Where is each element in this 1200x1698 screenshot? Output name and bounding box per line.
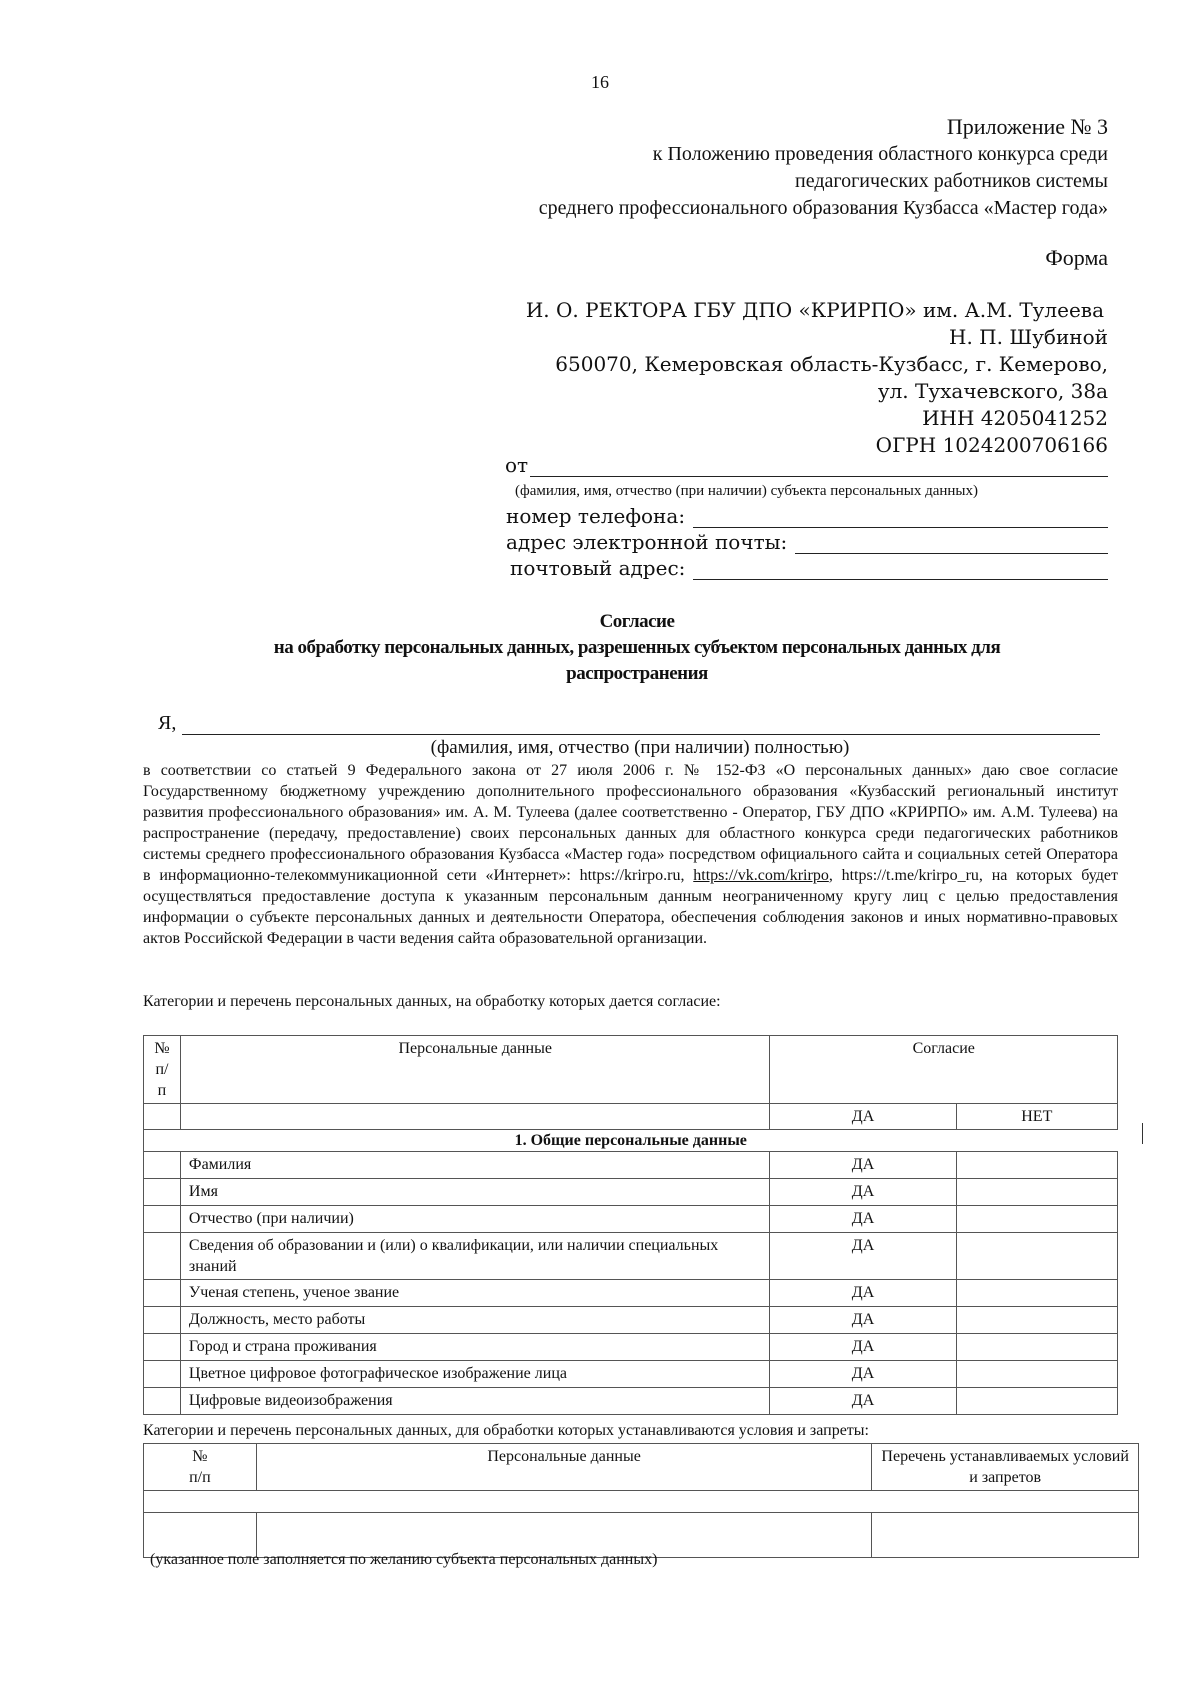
email-field[interactable]	[795, 531, 1108, 554]
row-num	[144, 1152, 181, 1179]
row-num	[144, 1361, 181, 1388]
spacer-cell	[144, 1491, 1139, 1513]
row-data: Отчество (при наличии)	[180, 1206, 770, 1233]
row-data: Должность, место работы	[180, 1307, 770, 1334]
declarant-label: Я,	[158, 712, 177, 734]
postal-address-label: почтовый адрес:	[510, 556, 686, 580]
row-data: Имя	[180, 1179, 770, 1206]
row-num	[144, 1334, 181, 1361]
vk-link[interactable]: https://vk.com/krirpo	[693, 867, 829, 884]
header-num: № п/ п	[144, 1036, 181, 1104]
row-no[interactable]	[956, 1307, 1117, 1334]
addressee-line: И. О. РЕКТОРА ГБУ ДПО «КРИРПО» им. А.М. Тулеева	[525, 298, 1104, 322]
table1-caption: Категории и перечень персональных данных, на обработку которых дается согласие:	[143, 993, 721, 1010]
declarant-name-field[interactable]	[182, 714, 1100, 735]
addressee-line: 650070, Кемеровская область-Кузбасс, г. Кемерово,	[555, 352, 1108, 376]
document-title	[0, 609, 1200, 687]
row-yes[interactable]: ДА	[770, 1179, 956, 1206]
row-data: Фамилия	[180, 1152, 770, 1179]
from-label: от	[505, 453, 529, 477]
header-personal-data: Персональные данные	[180, 1036, 770, 1104]
table-spacer-row	[144, 1491, 1139, 1513]
declarant-row	[158, 712, 1100, 735]
subheader-empty	[180, 1104, 770, 1130]
title-line: на обработку персональных данных, разрешенных субъектом персональных данных для	[273, 637, 1001, 658]
row-yes[interactable]: ДА	[770, 1361, 956, 1388]
email-label: адрес электронной почты:	[506, 530, 788, 554]
table-row	[144, 1280, 1118, 1307]
sender-name-row	[505, 453, 1108, 477]
row-no[interactable]	[956, 1179, 1117, 1206]
table2-caption: Категории и перечень персональных данных, для обработки которых устанавливаются условия и запреты:	[143, 1422, 869, 1439]
row-yes[interactable]: ДА	[770, 1152, 956, 1179]
row-yes[interactable]: ДА	[770, 1280, 956, 1307]
header-consent: Согласие	[770, 1036, 1118, 1104]
title-line: распространения	[566, 663, 708, 684]
row-data: Цифровые видеоизображения	[180, 1388, 770, 1415]
phone-label: номер телефона:	[506, 504, 686, 528]
table-row	[144, 1361, 1118, 1388]
declarant-caption: (фамилия, имя, отчество (при наличии) полностью)	[430, 737, 850, 758]
table-subheader-row	[144, 1104, 1118, 1130]
table-header-row	[144, 1444, 1139, 1491]
consent-table	[143, 1035, 1118, 1415]
table-row	[144, 1233, 1118, 1280]
row-num	[144, 1307, 181, 1334]
optional-field-note: (указанное поле заполняется по желанию субъекта персональных данных)	[150, 1551, 658, 1568]
subheader-empty	[144, 1104, 181, 1130]
table-row	[144, 1179, 1118, 1206]
row-no[interactable]	[956, 1388, 1117, 1415]
row-yes[interactable]: ДА	[770, 1388, 956, 1415]
sender-name-field[interactable]	[530, 454, 1108, 477]
addressee-line: ИНН 4205041252	[922, 406, 1108, 430]
addressee-line: ОГРН 1024200706166	[875, 433, 1108, 457]
header-no: НЕТ	[956, 1104, 1117, 1130]
body-text-part: в соответствии со статьей 9 Федерального закона от 27 июля 2006 г. № 152-ФЗ «О персональных данных» даю свое согласие Государственному бюджетному учреждению дополнительного профессионального образования «Кузбасский региональный институт развития профессионального образования» им. А. М. Тулеева (далее соответственно - Оператор, ГБУ ДПО «КРИРПО» им. А.М. Тулеева) на распространение (передачу, предоставление) своих персональных данных для областного конкурса среди педагогических работников системы среднего профессионального образования Кузбасса «Мастер года» посредством официального сайта и социальных сетей Оператора в информационно-телекоммуникационной сети «Интернет»: https://krirpo.ru,	[143, 762, 1118, 884]
row-data: Сведения об образовании и (или) о квалификации, или наличии специальных знаний	[180, 1233, 770, 1280]
section-title: 1. Общие персональные данные	[144, 1130, 1118, 1152]
row-data: Цветное цифровое фотографическое изображение лица	[180, 1361, 770, 1388]
row-no[interactable]	[956, 1152, 1117, 1179]
row-num	[144, 1179, 181, 1206]
form-label: Форма	[1045, 245, 1108, 270]
appendix-line: к Положению проведения областного конкурса среди	[652, 143, 1108, 165]
row-no[interactable]	[956, 1361, 1117, 1388]
row-data: Город и страна проживания	[180, 1334, 770, 1361]
addressee-line: Н. П. Шубиной	[949, 325, 1108, 349]
header-personal-data: Персональные данные	[256, 1444, 872, 1491]
phone-field[interactable]	[693, 505, 1108, 528]
row-num	[144, 1388, 181, 1415]
row-no[interactable]	[956, 1280, 1117, 1307]
row-yes[interactable]: ДА	[770, 1206, 956, 1233]
postal-address-row	[510, 556, 1108, 580]
row-yes[interactable]: ДА	[770, 1307, 956, 1334]
appendix-reference	[539, 141, 1108, 222]
table-row	[144, 1152, 1118, 1179]
row-num	[144, 1206, 181, 1233]
conditions-table	[143, 1443, 1139, 1558]
header-conditions: Перечень устанавливаемых условий и запретов	[872, 1444, 1139, 1491]
title-line: Согласие	[599, 611, 675, 632]
appendix-line: педагогических работников системы	[795, 170, 1108, 192]
table-row	[144, 1334, 1118, 1361]
header-num: № п/п	[144, 1444, 257, 1491]
body-text-part: , https://t.me/krirpo_ru, на которых будет осуществляться предоставление доступа к указанным персональным данным неограниченному кругу лиц с целью предоставления информации о субъекте персональных данных и деятельности Оператора, обеспечения соблюдения законов и иных нормативно-правовых актов Российской Федерации в части ведения сайта образовательной организации.	[143, 867, 1118, 947]
addressee-line: ул. Тухачевского, 38а	[877, 379, 1108, 403]
table-header-row	[144, 1036, 1118, 1104]
row-no[interactable]	[956, 1233, 1117, 1280]
page-number: 16	[591, 72, 609, 92]
row-num	[144, 1233, 181, 1280]
postal-address-field[interactable]	[693, 557, 1108, 580]
consent-body-text	[143, 760, 1118, 949]
row-num	[144, 1280, 181, 1307]
row-yes[interactable]: ДА	[770, 1233, 956, 1280]
table-border-artifact	[1142, 1123, 1143, 1144]
row-yes[interactable]: ДА	[770, 1334, 956, 1361]
header-yes: ДА	[770, 1104, 956, 1130]
addressee-block	[526, 297, 1108, 459]
appendix-line: среднего профессионального образования Кузбасса «Мастер года»	[538, 197, 1108, 219]
table-row	[144, 1388, 1118, 1415]
row-conditions[interactable]	[872, 1513, 1139, 1558]
row-data: Ученая степень, ученое звание	[180, 1280, 770, 1307]
email-row	[506, 530, 1108, 554]
section-row	[144, 1130, 1118, 1152]
table-row	[144, 1307, 1118, 1334]
table-row	[144, 1206, 1118, 1233]
appendix-title: Приложение № 3	[946, 114, 1108, 139]
row-no[interactable]	[956, 1334, 1117, 1361]
phone-row	[506, 504, 1108, 528]
sender-name-caption: (фамилия, имя, отчество (при наличии) субъекта персональных данных)	[515, 483, 979, 499]
row-no[interactable]	[956, 1206, 1117, 1233]
